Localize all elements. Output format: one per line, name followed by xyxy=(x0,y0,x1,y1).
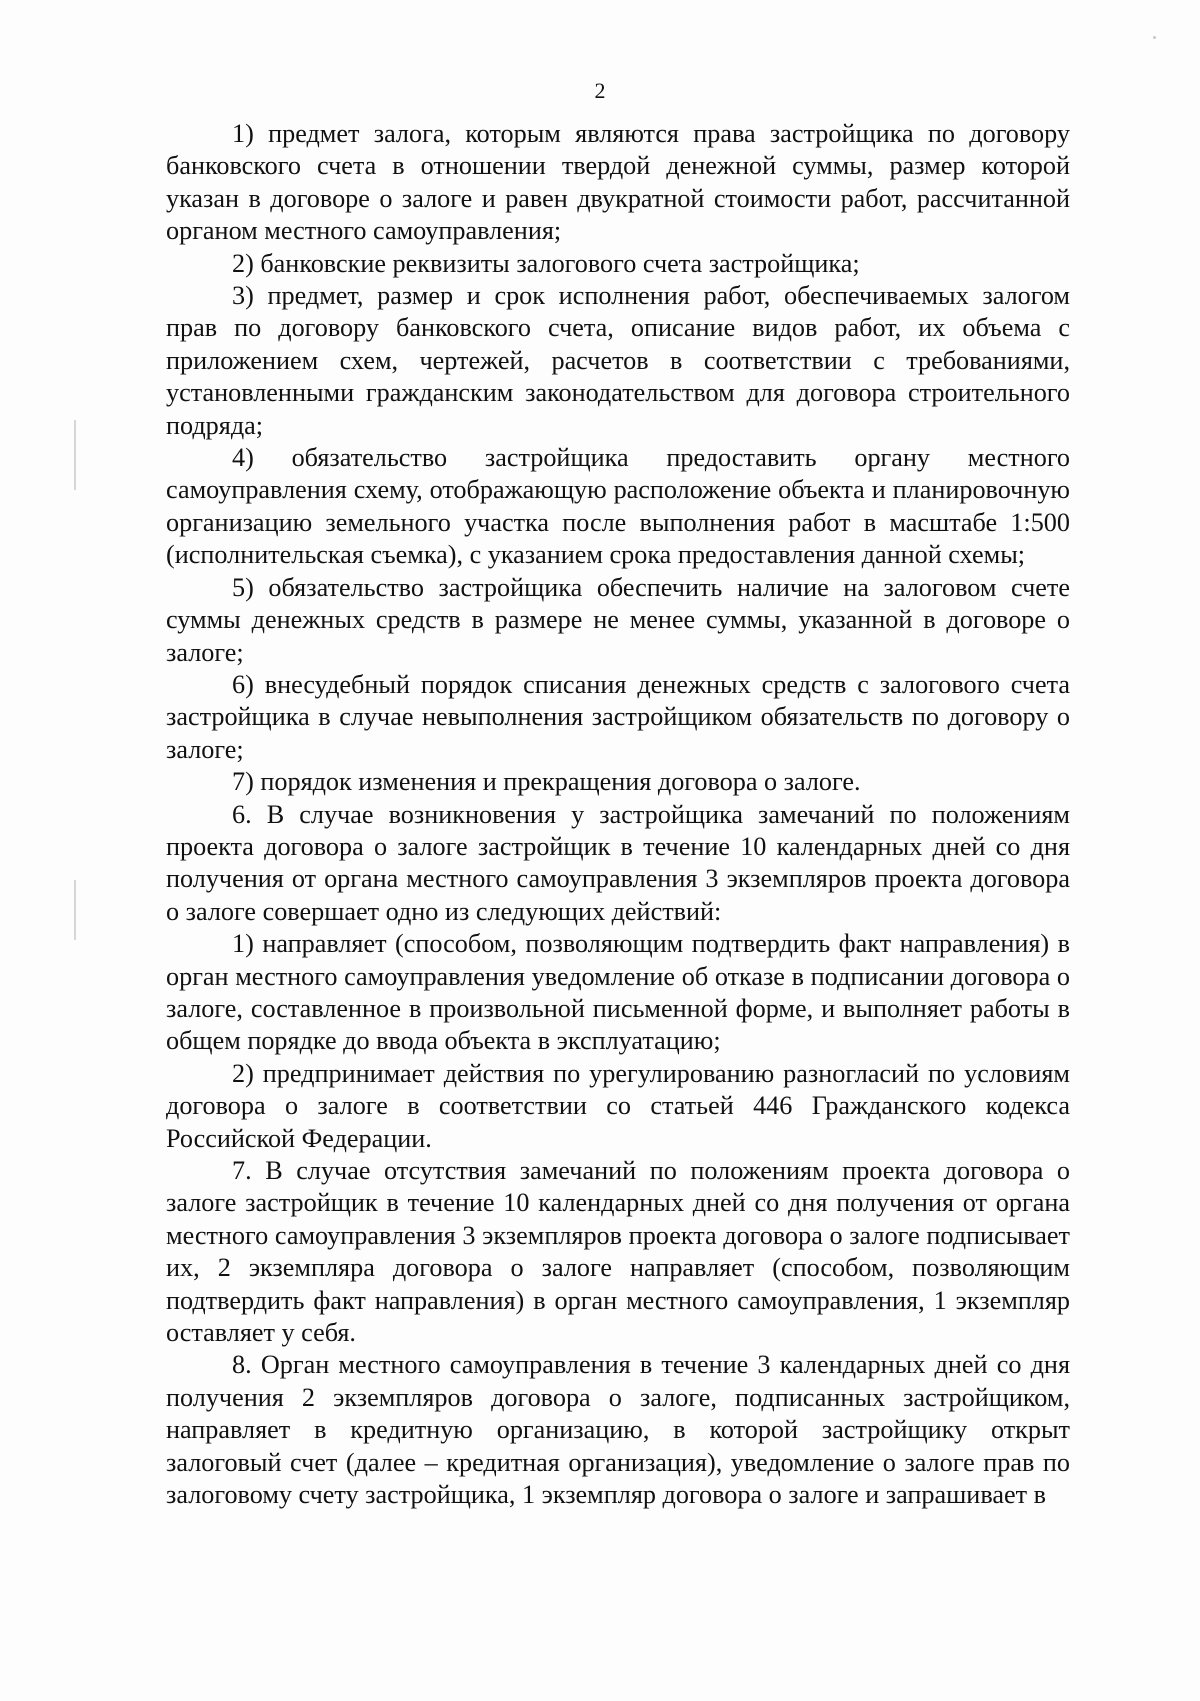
clause-7: 7. В случае отсутствия замечаний по положениям проекта договора о залоге застройщик в течение 10 календарных дней со дня получения от органа местного самоуправления 3 экземпляров проекта договора о залоге подписывает их, 2 экземпляра договора о залоге направляет (способом, позволяющим подтвердить факт направления) в орган местного самоуправления, 1 экземпляр оставляет у себя. xyxy=(166,1156,1070,1348)
page-number: 2 xyxy=(594,78,606,103)
scan-artifact-dot xyxy=(1153,36,1156,39)
paragraph-item-7: 7) порядок изменения и прекращения договора о залоге. xyxy=(232,767,861,797)
scan-artifact-line xyxy=(74,420,76,490)
clause-8: 8. Орган местного самоуправления в течение 3 календарных дней со дня получения 2 экземпляров договора о залоге, подписанных застройщиком, направляет в кредитную организацию, в которой застройщику открыт залоговый счет (далее – кредитная организация), уведомление о залоге прав по залоговому счету застройщика, 1 экземпляр договора о залоге и запрашивает в xyxy=(166,1350,1070,1510)
scan-artifact-line xyxy=(74,880,76,940)
paragraph-item-5: 5) обязательство застройщика обеспечить наличие на залоговом счете суммы денежных средств в размере не менее суммы, указанной в договоре о залоге; xyxy=(166,572,1070,667)
paragraph-item-3: 3) предмет, размер и срок исполнения работ, обеспечиваемых залогом прав по договору банковского счета, описание видов работ, их объема с приложением схем, чертежей, расчетов в соответствии с требованиями, установленными гражданским законодательством для договора строительного подряда; xyxy=(166,281,1070,440)
paragraph-item-4: 4) обязательство застройщика предоставить органу местного самоуправления схему, отображающую расположение объекта и планировочную организацию земельного участка после выполнения работ в масштабе 1:500 (исполнительская съемка), с указанием срока предоставления данной схемы; xyxy=(166,443,1070,570)
document-body xyxy=(166,118,1070,1511)
clause-6-item-2: 2) предпринимает действия по урегулированию разногласий по условиям договора о залоге в соответствии со статьей 446 Гражданского кодекса Российской Федерации. xyxy=(166,1058,1070,1153)
paragraph-item-2: 2) банковские реквизиты залогового счета застройщика; xyxy=(232,248,860,278)
clause-6-item-1: 1) направляет (способом, позволяющим подтвердить факт направления) в орган местного самоуправления уведомление об отказе в подписании договора о залоге, составленное в произвольной письменной форме, и выполняет работы в общем порядке до ввода объекта в эксплуатацию; xyxy=(166,929,1070,1056)
clause-6: 6. В случае возникновения у застройщика замечаний по положениям проекта договора о залоге застройщик в течение 10 календарных дней со дня получения от органа местного самоуправления 3 экземпляров проекта договора о залоге совершает одно из следующих действий: xyxy=(166,799,1070,926)
paragraph-item-6: 6) внесудебный порядок списания денежных средств с залогового счета застройщика в случае невыполнения застройщиком обязательств по договору о залоге; xyxy=(166,669,1070,764)
paragraph-item-1: 1) предмет залога, которым являются права застройщика по договору банковского счета в отношении твердой денежной суммы, размер которой указан в договоре о залоге и равен двукратной стоимости работ, рассчитанной органом местного самоуправления; xyxy=(166,119,1070,246)
